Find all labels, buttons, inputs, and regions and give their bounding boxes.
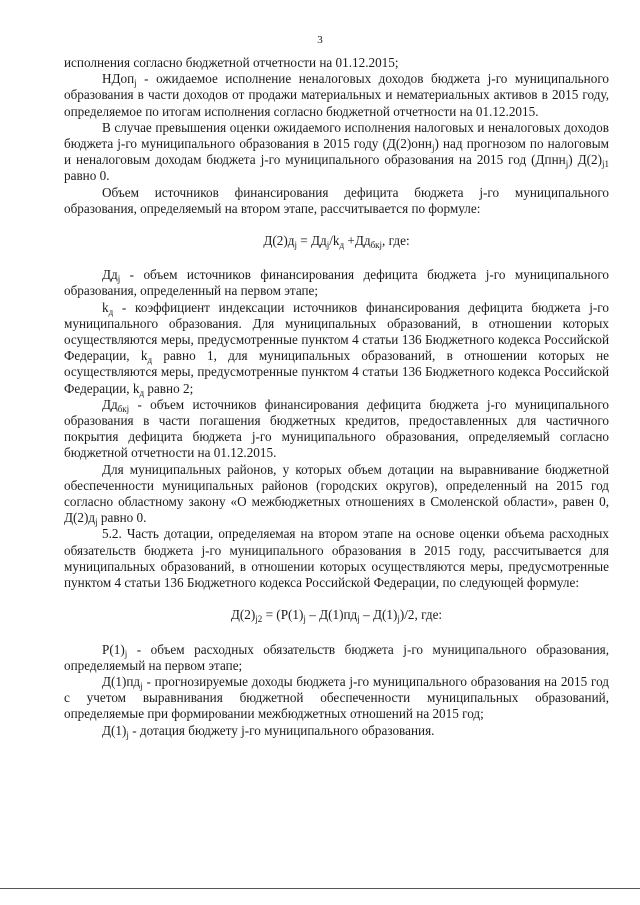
- definition-d1pd: $Д(1)пд_j$ - прогнозируемые доходы бюджета j-го муниципального образования на 2015 год с учетом выравнивания бюджетной обеспеченности муниципальных образований, определяемые при формировании межбюджетных отношений на 2015 год;: [64, 673, 609, 722]
- definition-ddbk: $Дд_{бкj}$ - объем источников финансирования дефицита бюджета j-го муниципального образования в части погашения бюджетных кредитов, предоставленных для частичного покрытия дефицита бюджета j-го муниципального образования, определяемый согласно бюджетной отчетности на 01.12.2015.: [64, 396, 609, 461]
- page-bottom-rule: [0, 888, 640, 889]
- definition-kd: $k_д$ - коэффициент индексации источников финансирования дефицита бюджета j-го муниципального образования. Для муниципальных образований, в отношении которых осуществляются меры, предусмотренные пунктом 4 статьи 136 Бюджетного кодекса Российской Федерации, $k_д$ равно 1, для муниципальных образований, в отношении которых не осуществляются меры, предусмотренные пунктом 4 статьи 136 Бюджетного кодекса Российской Федерации, $k_д$ равно 2;: [64, 299, 609, 398]
- document-body: [64, 55, 609, 739]
- paragraph-excess-case: В случае превышения оценки ожидаемого исполнения налоговых и неналоговых доходов бюджета j-го муниципального образования в 2015 году (Д(2)онн$_j$) над прогнозом по налоговым и неналоговым доходам бюджета j-го муниципального образования на 2015 год (Дпнн$_j$) $Д(2)_{j1}$ равно 0.: [64, 119, 609, 184]
- formula-deficit-sources: $Д(2)д_j = Дд_j/k_д +Дд_{бкj}$, где:: [263, 233, 410, 251]
- paragraph-municipal-districts: Для муниципальных районов, у которых объем дотации на выравнивание бюджетной обеспеченности муниципальных районов (городских округов), определенный на 2015 год согласно областному закону «О межбюджетных отношениях в Смоленской области», равен 0, $Д(2)д_j$ равно 0.: [64, 461, 609, 528]
- definition-r1: $Р(1)_j$ - объем расходных обязательств бюджета j-го муниципального образования, определяемый на первом этапе;: [64, 641, 609, 673]
- page-number: 3: [317, 34, 323, 46]
- paragraph-section-5-2: 5.2. Часть дотации, определяемая на втором этапе на основе оценки объема расходных обязательств бюджета j-го муниципального образования в 2015 году, рассчитывается для муниципальных образований, в отношении которых осуществляются меры, предусмотренные пунктом 4 статьи 136 Бюджетного кодекса Российской Федерации, по следующей формуле:: [64, 526, 609, 591]
- formula-subsidy-part: $Д(2)_{j2} = (Р(1)_j - Д(1)пд_j - Д(1)_j)/2$, где:: [230, 607, 443, 625]
- paragraph-continuation: исполнения согласно бюджетной отчетности на 01.12.2015;: [64, 55, 399, 70]
- definition-d1: $Д(1)_j$ - дотация бюджету j-го муниципального образования.: [102, 722, 435, 740]
- definition-ndop: НДоп$_j$ - ожидаемое исполнение неналоговых доходов бюджета j-го муниципального образования в части доходов от продажи материальных и нематериальных активов в 2015 году, определяемое по итогам исполнения согласно бюджетной отчетности на 01.12.2015.: [64, 71, 609, 119]
- paragraph-deficit-sources-intro: Объем источников финансирования дефицита бюджета j-го муниципального образования, определяемый на втором этапе, рассчитывается по формуле:: [64, 184, 609, 216]
- definition-dd: $Дд_j$ - объем источников финансирования дефицита бюджета j-го муниципального образования, определенный на первом этапе;: [64, 267, 609, 299]
